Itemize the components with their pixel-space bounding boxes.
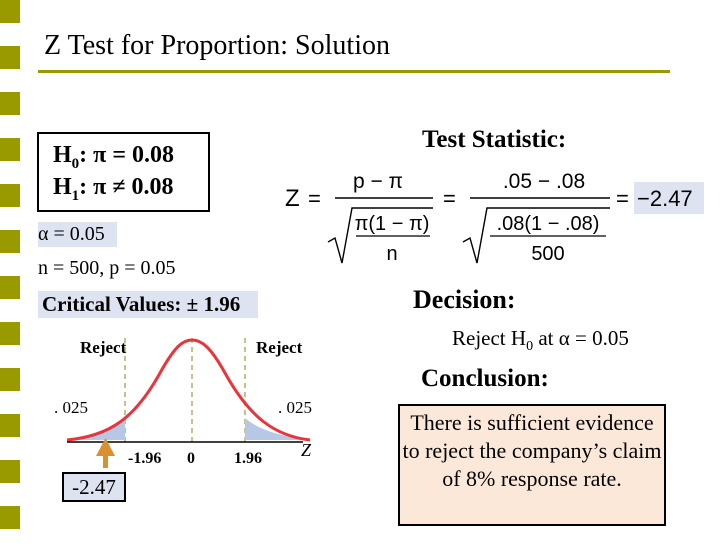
test-statistic-label: Test Statistic: [422, 126, 567, 153]
tick-zero: 0 [187, 450, 195, 467]
formula-numerator-values: .05 − .08 [502, 170, 586, 193]
decision-label: Decision: [413, 285, 516, 314]
reject-label-left: Reject [80, 338, 127, 357]
formula-den-generic-top: π(1 − π) [354, 213, 430, 235]
formula-eq-3: = [616, 186, 629, 211]
formula-eq-1: = [308, 186, 321, 211]
z-arrow-head [96, 438, 115, 456]
slide-title: Z Test for Proportion: Solution [44, 30, 390, 61]
alternative-hypothesis: $H_1$: π ≠ 0.08 [53, 174, 174, 204]
null-hypothesis: $H_0$: π = 0.08 [53, 142, 174, 172]
formula-den-values-bottom: 500 [531, 243, 565, 265]
conclusion-label: Conclusion: [421, 365, 549, 392]
tail-area-right: . 025 [278, 398, 312, 417]
formula-numerator-generic: p − π [352, 170, 404, 193]
sidebar-decoration [0, 0, 20, 540]
formula-den-generic-bottom: n [386, 243, 398, 265]
decision-text: Reject $H_0$ at α = 0.05 [452, 326, 629, 355]
tick-positive: 1.96 [234, 450, 262, 467]
tick-negative: -1.96 [128, 450, 162, 467]
alpha-value: α = 0.05 [38, 222, 117, 247]
conclusion-box: There is sufficient evidence to reject the company’s claim of 8% response rate. [398, 404, 666, 526]
formula-result: −2.47 [637, 186, 693, 211]
formula-den-values-top: .08(1 − .08) [496, 213, 600, 235]
axis-label-z: Z [301, 440, 312, 460]
formula-eq-2: = [443, 186, 456, 211]
sample-info: n = 500, p = 0.05 [38, 257, 176, 279]
critical-values: Critical Values: ± 1.96 [38, 291, 258, 318]
z-statistic-marker: -2.47 [62, 472, 126, 502]
formula-z: Z [285, 185, 300, 212]
reject-label-right: Reject [256, 338, 303, 357]
hypotheses-box [37, 132, 210, 212]
test-statistic-formula [280, 160, 710, 270]
tail-area-left: . 025 [54, 398, 88, 417]
title-underline [38, 70, 670, 73]
left-tail-area [67, 418, 125, 440]
